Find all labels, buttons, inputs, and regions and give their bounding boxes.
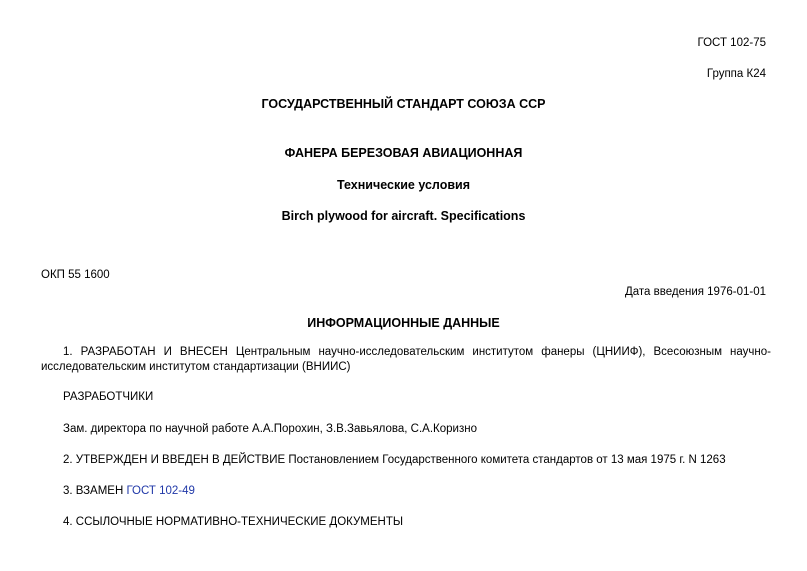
document-title-english: Birch plywood for aircraft. Specifications <box>281 209 526 223</box>
gost-102-49-link[interactable]: ГОСТ 102-49 <box>126 485 195 497</box>
document-title: ФАНЕРА БЕРЕЗОВАЯ АВИАЦИОННАЯ <box>284 146 523 160</box>
okp-code: ОКП 55 1600 <box>41 269 110 281</box>
info-item-4: 4. ССЫЛОЧНЫЕ НОРМАТИВНО-ТЕХНИЧЕСКИЕ ДОКУМЕНТЫ <box>63 516 404 528</box>
info-heading: ИНФОРМАЦИОННЫЕ ДАННЫЕ <box>307 316 500 330</box>
info-item-3 <box>63 485 195 497</box>
info-item-2: 2. УТВЕРЖДЕН И ВВЕДЕН В ДЕЙСТВИЕ Постановлением Государственного комитета стандартов от 13 мая 1975 г. N 1263 <box>63 454 726 466</box>
info-item-3-label: 3. ВЗАМЕН <box>63 485 127 497</box>
intro-date: Дата введения 1976-01-01 <box>624 286 766 298</box>
developers-list: Зам. директора по научной работе А.А.Порохин, З.В.Завьялова, С.А.Коризно <box>63 423 477 435</box>
info-item-1: 1. РАЗРАБОТАН И ВНЕСЕН Центральным научно-исследовательским институтом фанеры (ЦНИИФ), Всесоюзным научно-исследовательским институтом стандартизации (ВНИИС) <box>41 346 771 373</box>
developers-label: РАЗРАБОТЧИКИ <box>63 391 154 403</box>
state-standard-title: ГОСУДАРСТВЕННЫЙ СТАНДАРТ СОЮЗА ССР <box>261 97 546 111</box>
group-code: Группа К24 <box>706 68 766 80</box>
document-subtitle: Технические условия <box>336 178 470 192</box>
standard-number: ГОСТ 102-75 <box>697 37 766 49</box>
